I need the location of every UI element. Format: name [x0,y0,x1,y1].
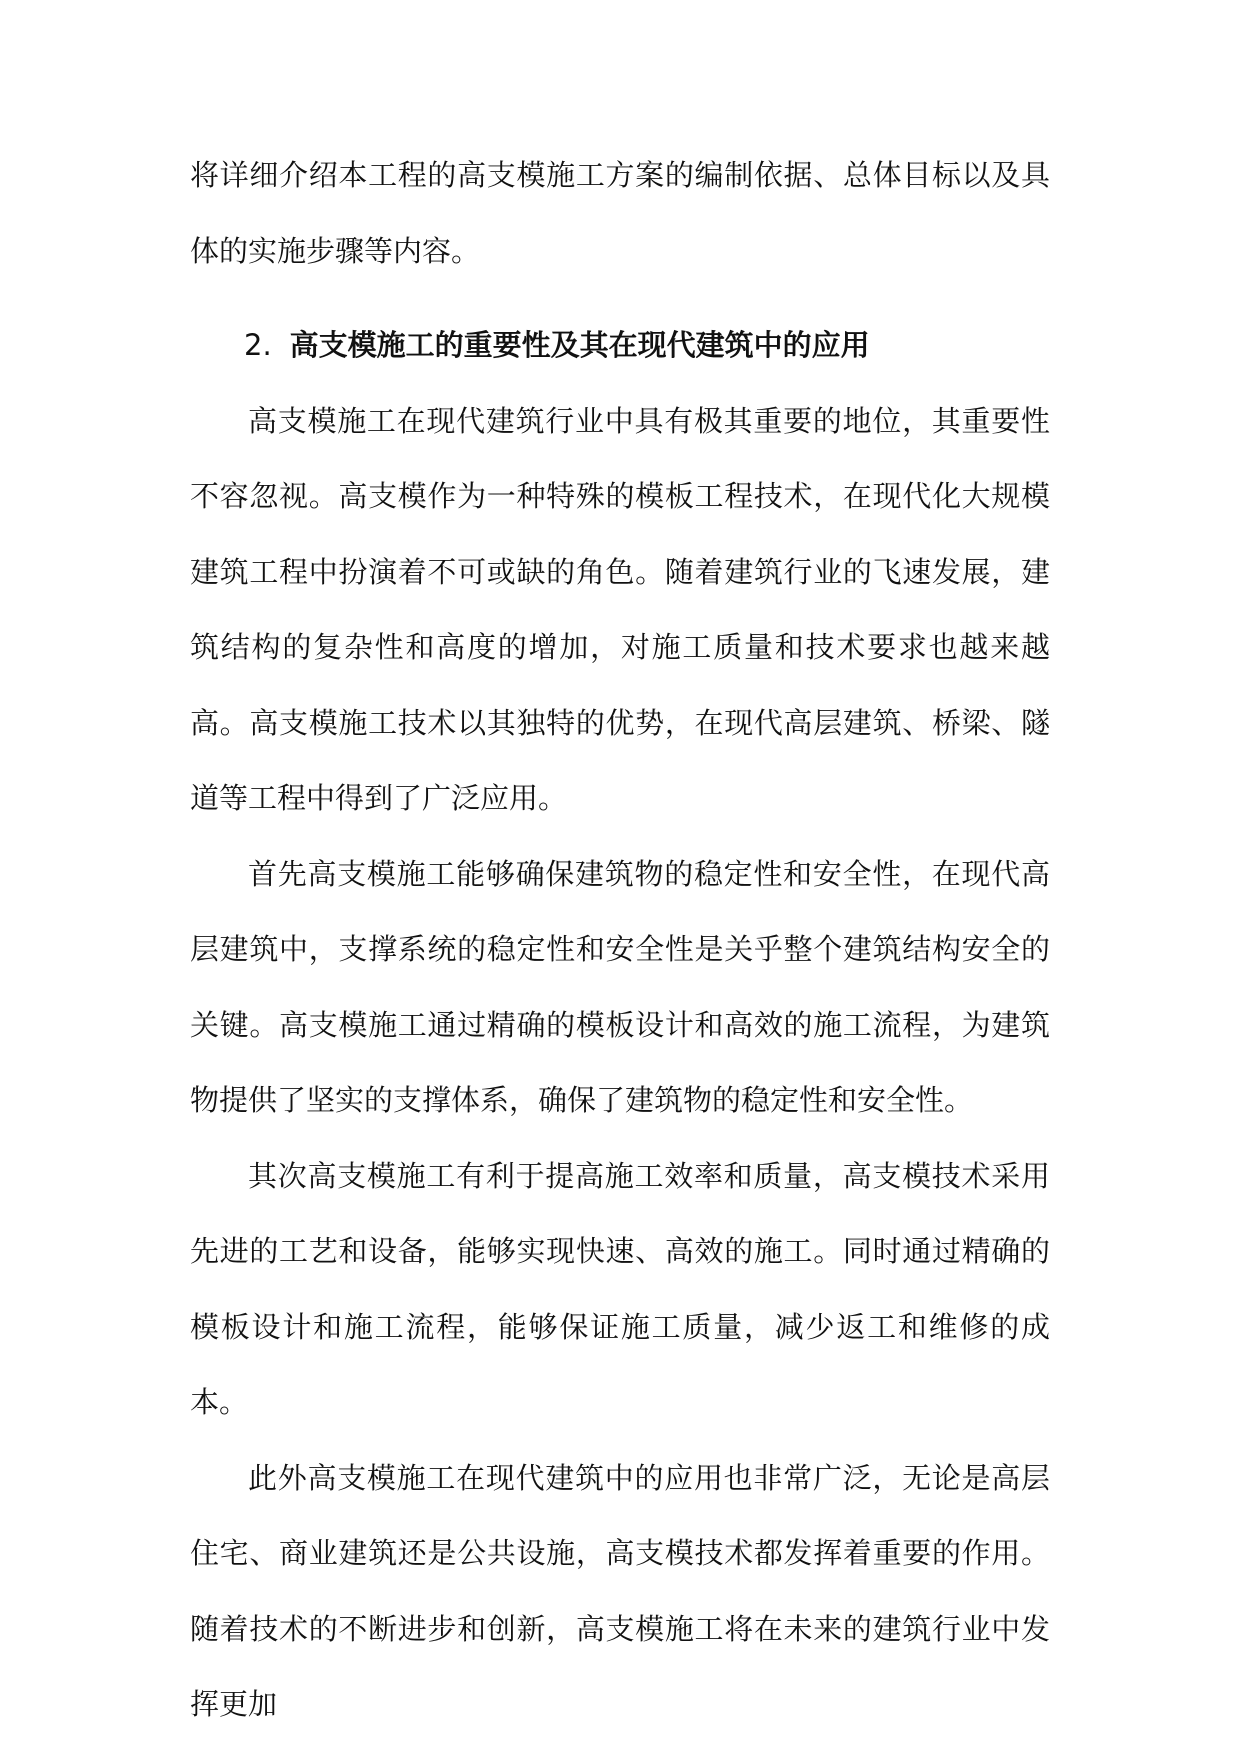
paragraph-stability-safety: 首先高支模施工能够确保建筑物的稳定性和安全性，在现代高层建筑中，支撑系统的稳定性和安全性是关乎整个建筑结构安全的关键。高支模施工通过精确的模板设计和高效的施工流程，为建筑物提供了坚实的支撑体系，确保了建筑物的稳定性和安全性。 [190,856,1050,1117]
paragraph-importance: 高支模施工在现代建筑行业中具有极其重要的地位，其重要性不容忽视。高支模作为一种特殊的模板工程技术，在现代化大规模建筑工程中扮演着不可或缺的角色。随着建筑行业的飞速发展，建筑结构的复杂性和高度的增加，对施工质量和技术要求也越来越高。高支模施工技术以其独特的优势，在现代高层建筑、桥梁、隧道等工程中得到了广泛应用。 [190,403,1050,815]
section-title: 高支模施工的重要性及其在现代建筑中的应用 [289,328,870,362]
paragraph-wide-application: 此外高支模施工在现代建筑中的应用也非常广泛，无论是高层住宅、商业建筑还是公共设施，高支模技术都发挥着重要的作用。随着技术的不断进步和创新，高支模施工将在未来的建筑行业中发挥更加 [190,1460,1050,1721]
paragraph-efficiency-quality: 其次高支模施工有利于提高施工效率和质量，高支模技术采用先进的工艺和设备，能够实现快速、高效的施工。同时通过精确的模板设计和施工流程，能够保证施工质量，减少返工和维修的成本。 [190,1158,1050,1419]
section-heading [190,308,1050,384]
paragraph-intro-continuation: 将详细介绍本工程的高支模施工方案的编制依据、总体目标以及具体的实施步骤等内容。 [190,158,1050,268]
section-number: 2. [244,328,272,362]
document-body [190,138,1050,1743]
